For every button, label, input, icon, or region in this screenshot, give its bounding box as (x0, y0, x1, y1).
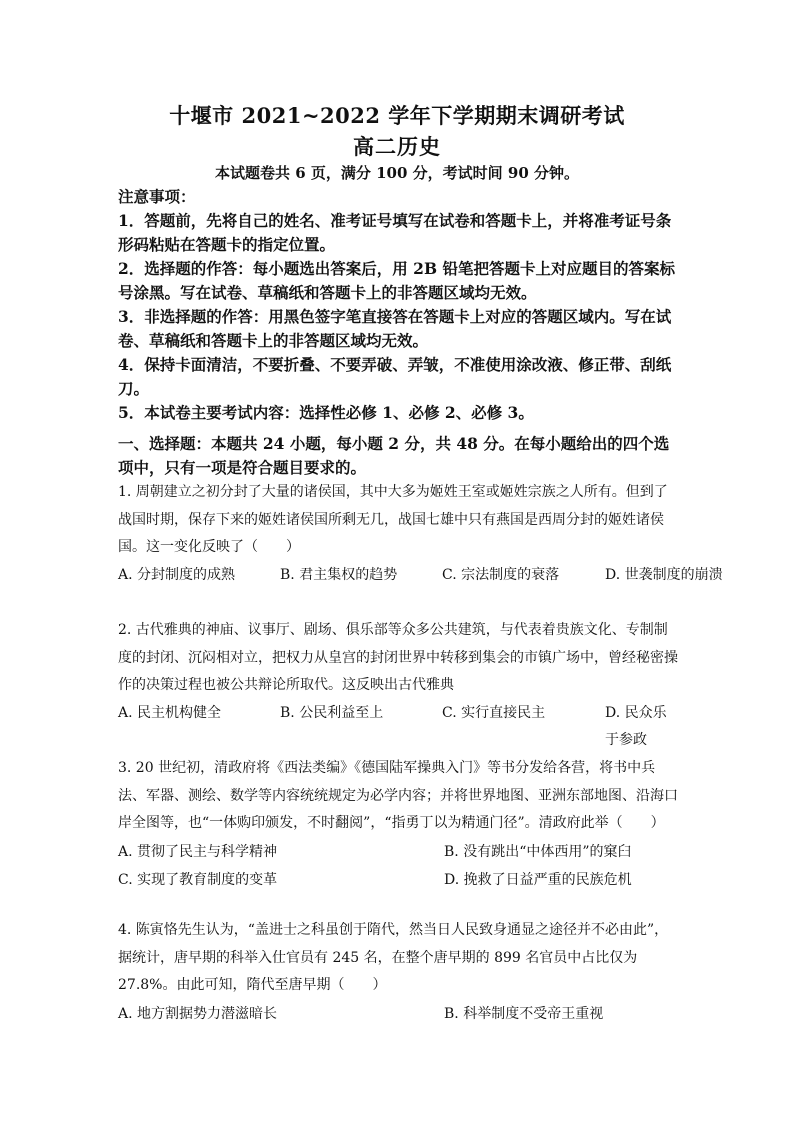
question-1 (118, 479, 723, 589)
option-c: C. 实现了教育制度的变革 (118, 871, 278, 888)
option-row (118, 562, 723, 590)
question-3 (118, 755, 678, 894)
question-stem: 2. 古代雅典的神庙、议事厅、剧场、俱乐部等众多公共建筑，与代表着贵族文化、专制制度的封闭、沉闷相对立，把权力从皇宫的封闭世界中转移到集会的市镇广场中，曾经秘密操作的决策过程也被公共辩论所取代。这反映出古代雅典 (118, 622, 678, 693)
option-b: B. 公民利益至上 (280, 704, 384, 721)
question-4 (118, 917, 678, 1028)
question-stem: 4. 陈寅恪先生认为，“盖进士之科虽创于隋代，然当日人民致身通显之途径并不必由此”，据统计，唐早期的科举入仕官员有 245 名，在整个唐早期的 899 名官员中占比仅为 27.8%。由此可知，隋代至唐早期（ ） (118, 922, 669, 993)
note-item: 4．保持卡面清洁，不要折叠、不要弄破、弄皱，不准使用涂改液、修正带、刮纸刀。 (118, 355, 672, 398)
note-item: 3．非选择题的作答：用黑色签字笔直接答在答题卡上对应的答题区域内。写在试卷、草稿纸和答题卡上的非答题区域均无效。 (118, 307, 672, 350)
notes-list (118, 209, 678, 425)
option-grid (118, 838, 678, 894)
option-b: B. 没有跳出“中体西用”的窠臼 (444, 843, 632, 860)
option-d: D. 世袭制度的崩溃 (605, 566, 723, 583)
option-a: A. 贯彻了民主与科学精神 (118, 843, 278, 860)
question-stem: 1. 周朝建立之初分封了大量的诸侯国，其中大多为姬姓王室或姬姓宗族之人所有。但到了战国时期，保存下来的姬姓诸侯国所剩无几，战国七雄中只有燕国是西周分封的姬姓诸侯国。这一变化反映了（ ） (118, 484, 668, 555)
notes-heading: 注意事项： (118, 187, 196, 206)
note-item: 5．本试卷主要考试内容：选择性必修 1、必修 2、必修 3。 (118, 403, 534, 422)
option-c: C. 宗法制度的衰落 (442, 566, 560, 583)
option-a: A. 地方割据势力潜滋暗长 (118, 1005, 278, 1022)
note-item: 1．答题前，先将自己的姓名、准考证号填写在试卷和答题卡上，并将准考证号条形码粘贴在答题卡的指定位置。 (118, 211, 672, 254)
question-stem: 3. 20 世纪初，清政府将《西法类编》《德国陆军操典入门》等书分发给各营，将书中兵法、军器、测绘、数学等内容统统规定为必学内容；并将世界地图、亚洲东部地图、沿海口岸全图等，也“一体购印颁发，不时翻阅”，“指勇丁以为精通门径”。清政府此举（ ） (118, 760, 678, 831)
option-a: A. 分封制度的成熟 (118, 566, 236, 583)
section-instructions: 一、选择题：本题共 24 小题，每小题 2 分，共 48 分。在每小题给出的四个选项中，只有一项是符合题目要求的。 (118, 434, 670, 477)
subject-title: 高二历史 (353, 134, 441, 159)
option-row (118, 700, 678, 755)
option-c: C. 实行直接民主 (442, 704, 546, 721)
note-item: 2．选择题的作答：每小题选出答案后，用 2B 铅笔把答题卡上对应题目的答案标号涂黑。写在试卷、草稿纸和答题卡上的非答题区域均无效。 (118, 259, 675, 302)
option-b: B. 君主集权的趋势 (280, 566, 398, 583)
exam-info: 本试题卷共 6 页，满分 100 分，考试时间 90 分钟。 (215, 164, 579, 182)
option-grid (118, 1000, 678, 1028)
option-d: D. 民众乐于参政 (605, 704, 667, 748)
section-heading (118, 432, 678, 480)
option-d: D. 挽救了日益严重的民族危机 (444, 871, 632, 888)
exam-title: 十堰市 2021~2022 学年下学期期末调研考试 (169, 103, 625, 128)
option-a: A. 民主机构健全 (118, 704, 222, 721)
option-b: B. 科举制度不受帝王重视 (444, 1005, 604, 1022)
question-2 (118, 617, 678, 755)
